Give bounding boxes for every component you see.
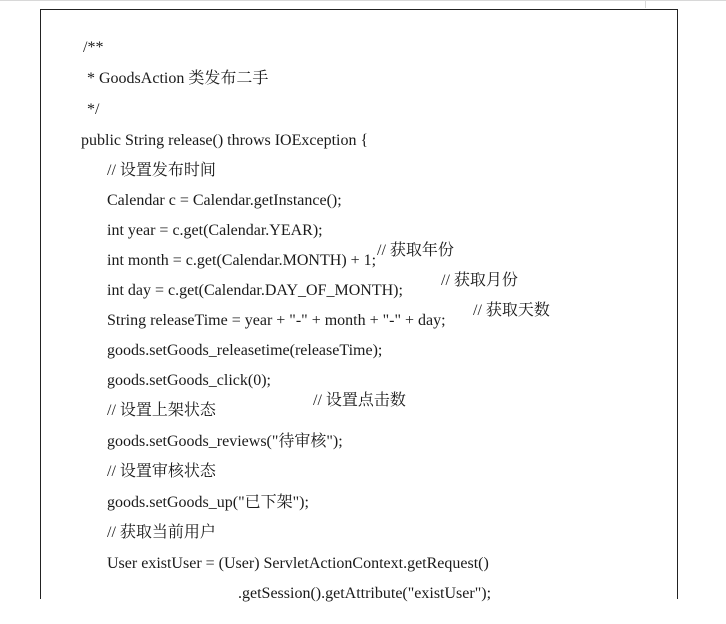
code-text: goods.setGoods_releasetime(releaseTime); bbox=[107, 342, 383, 359]
code-comment: // 设置点击数 bbox=[313, 392, 406, 409]
code-text: Calendar c = Calendar.getInstance(); bbox=[107, 192, 342, 209]
code-text: // 设置审核状态 bbox=[107, 463, 216, 480]
code-text: /** bbox=[83, 39, 104, 56]
code-listing-frame bbox=[40, 9, 678, 602]
page-top-rule bbox=[0, 0, 726, 1]
code-text: String releaseTime = year + "-" + month + "-" + day; bbox=[107, 312, 446, 329]
page-top-tick bbox=[645, 0, 646, 8]
code-text: .getSession().getAttribute("existUser"); bbox=[238, 585, 492, 602]
code-text: */ bbox=[83, 101, 100, 118]
code-text: goods.setGoods_click(0); bbox=[107, 372, 271, 389]
code-comment: // 获取年份 bbox=[377, 242, 454, 259]
code-text: * GoodsAction 类发布二手 bbox=[83, 70, 269, 87]
code-text: goods.setGoods_reviews("待审核"); bbox=[107, 433, 343, 450]
code-text: // 设置上架状态 bbox=[107, 402, 216, 419]
code-text: int year = c.get(Calendar.YEAR); bbox=[107, 222, 323, 239]
code-text: // 设置发布时间 bbox=[107, 162, 216, 179]
code-line-19 bbox=[222, 564, 491, 624]
code-text: public String release() throws IOException { bbox=[81, 132, 369, 149]
code-comment: // 获取天数 bbox=[473, 302, 550, 319]
code-text: int month = c.get(Calendar.MONTH) + 1; bbox=[107, 252, 377, 269]
code-text: goods.setGoods_up("已下架"); bbox=[107, 494, 309, 511]
code-text: int day = c.get(Calendar.DAY_OF_MONTH); bbox=[107, 282, 403, 299]
code-comment: // 获取月份 bbox=[441, 272, 518, 289]
code-text: User existUser = (User) ServletActionContext.getRequest() bbox=[107, 555, 489, 572]
code-text: // 获取当前用户 bbox=[107, 524, 216, 541]
